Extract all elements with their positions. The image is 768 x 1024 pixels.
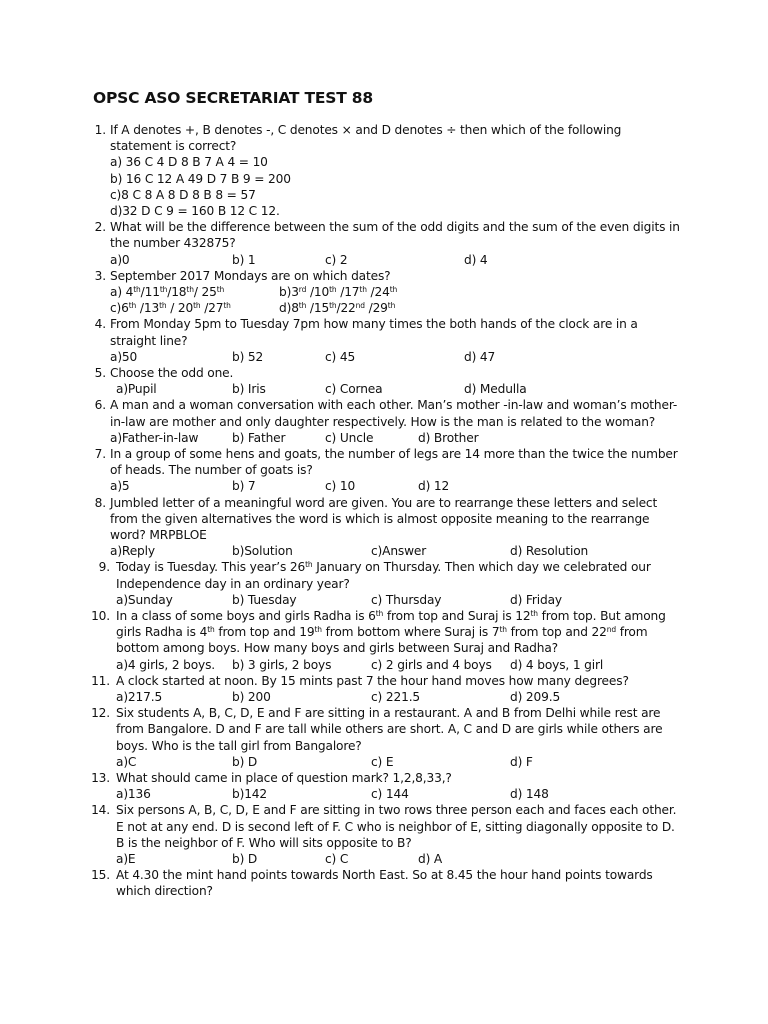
option-d: d)8th /15th/22nd /29th xyxy=(279,301,396,316)
question-text: Choose the odd one. xyxy=(110,365,234,380)
option-c: c) Thursday xyxy=(371,592,442,607)
question-number: 3. xyxy=(94,268,106,283)
ordinal-suffix: th xyxy=(329,301,337,311)
question-4 xyxy=(86,316,686,365)
question-3 xyxy=(86,268,686,317)
option-a: a)50 xyxy=(110,349,138,364)
option-a: a) 36 C 4 D 8 B 7 A 4 = 10 xyxy=(110,155,268,170)
options-row xyxy=(110,284,686,300)
options-row xyxy=(110,349,686,365)
option-c: c) 45 xyxy=(325,349,356,364)
ordinal-suffix: th xyxy=(193,301,201,311)
options-row xyxy=(116,592,686,608)
question-text: September 2017 Mondays are on which dates? xyxy=(110,268,391,283)
question-11 xyxy=(86,673,686,705)
ordinal-suffix: th xyxy=(128,301,137,311)
ordinal-suffix: th xyxy=(375,608,384,618)
options-row xyxy=(110,300,686,316)
question-text: Six persons A, B, C, D, E and F are sitting in two rows three person each and faces each other. E not at any end. D is second left of F. C who is neighbor of E, sitting diagonally opposite to D. B is the neighbor of F. Who will sits opposite to B? xyxy=(116,803,677,850)
question-text: Today is Tuesday. This year’s 26th January on Thursday. Then which day we celebrated our Independence day in an ordinary year? xyxy=(116,560,651,591)
option-c: c) E xyxy=(371,754,394,769)
question-number: 7. xyxy=(94,446,106,461)
ordinal-suffix: th xyxy=(329,285,337,295)
question-1 xyxy=(86,122,686,219)
option-d: d) Resolution xyxy=(510,544,589,559)
option-b: b) 7 xyxy=(232,479,256,494)
ordinal-suffix: th xyxy=(223,301,231,311)
option-b: b) Iris xyxy=(232,382,266,397)
option-d: d) 4 boys, 1 girl xyxy=(510,657,604,672)
options-row xyxy=(110,430,686,446)
question-text: What should came in place of question mark? 1,2,8,33,? xyxy=(116,770,452,785)
option-d: d) Friday xyxy=(510,592,562,607)
option-d: d) 12 xyxy=(418,479,450,494)
question-number: 10. xyxy=(91,608,110,623)
option-b: b)Solution xyxy=(232,544,293,559)
option-a: a)C xyxy=(116,754,137,769)
option-d: d) A xyxy=(418,851,443,866)
ordinal-suffix: th xyxy=(499,625,507,635)
question-number: 8. xyxy=(94,495,106,510)
option-a: a)0 xyxy=(110,252,130,267)
ordinal-suffix: th xyxy=(186,285,194,295)
question-number: 12. xyxy=(91,706,110,721)
option-d: d) Medulla xyxy=(464,382,527,397)
question-number: 11. xyxy=(91,673,110,688)
question-number: 15. xyxy=(91,868,110,883)
option-b: b) 52 xyxy=(232,349,264,364)
question-number: 14. xyxy=(91,803,110,818)
option-b: b)142 xyxy=(232,787,268,802)
option-a: a)Father-in-law xyxy=(110,430,199,445)
question-14 xyxy=(86,802,686,867)
question-5 xyxy=(86,365,686,397)
options-row xyxy=(110,252,686,268)
options-row xyxy=(116,786,686,802)
option-a: a)E xyxy=(116,851,136,866)
option-d: d)32 D C 9 = 160 B 12 C 12. xyxy=(110,204,280,219)
option-b: b) 200 xyxy=(232,689,271,704)
question-7 xyxy=(86,446,686,495)
question-number: 13. xyxy=(91,770,110,785)
options-row xyxy=(110,381,686,397)
question-8 xyxy=(86,495,686,560)
option-b: b) D xyxy=(232,851,258,866)
option-a: a)5 xyxy=(110,479,130,494)
option-b: b) Tuesday xyxy=(232,592,297,607)
option-a: a) 4th/11th/18th/ 25th xyxy=(110,285,225,300)
question-number: 2. xyxy=(94,220,106,235)
options-row xyxy=(110,478,686,494)
ordinal-suffix: th xyxy=(530,608,538,618)
option-c: c)8 C 8 A 8 D 8 B 8 = 57 xyxy=(110,187,256,202)
question-text: At 4.30 the mint hand points towards North East. So at 8.45 the hour hand points towards which direction? xyxy=(116,868,653,899)
question-9 xyxy=(86,559,686,608)
option-c: c) Cornea xyxy=(325,382,383,397)
question-text: A clock started at noon. By 15 mints past 7 the hour hand moves how many degrees? xyxy=(116,673,629,688)
ordinal-suffix: th xyxy=(387,301,396,311)
ordinal-suffix: th xyxy=(207,625,215,635)
page-title: OPSC ASO SECRETARIAT TEST 88 xyxy=(93,89,373,107)
option-c: c) 2 girls and 4 boys xyxy=(371,657,492,672)
ordinal-suffix: th xyxy=(159,285,168,295)
question-number: 5. xyxy=(94,365,106,380)
option-c: c) 2 xyxy=(325,252,348,267)
ordinal-suffix: th xyxy=(359,285,367,295)
option-c: c) C xyxy=(325,851,349,866)
ordinal-suffix: th xyxy=(314,625,322,635)
option-a: a)136 xyxy=(116,787,151,802)
option-a: a)Sunday xyxy=(116,592,173,607)
option-c: c) 10 xyxy=(325,479,356,494)
question-text: If A denotes +, B denotes -, C denotes × and D denotes ÷ then which of the following statement is correct? xyxy=(110,123,622,154)
option-c: c)6th /13th / 20th /27th xyxy=(110,301,231,316)
question-text: From Monday 5pm to Tuesday 7pm how many times the both hands of the clock are in a straight line? xyxy=(110,317,638,348)
question-text: A man and a woman conversation with each other. Man’s mother -in-law and woman’s mother-in-law are mother and only daughter respectively. How is the man is related to the woman? xyxy=(110,398,678,429)
question-text: In a class of some boys and girls Radha is 6th from top and Suraj is 12th from top. But among girls Radha is 4th from top and 19th from bottom where Suraj is 7th from top and 22nd from bottom among boys. How many boys and girls between Suraj and Radha? xyxy=(116,608,666,656)
option-b: b) Father xyxy=(232,430,286,445)
options-row xyxy=(110,543,686,559)
question-10 xyxy=(86,608,686,673)
option-d: d) 4 xyxy=(464,252,488,267)
option-d: d) F xyxy=(510,754,533,769)
question-list xyxy=(86,122,686,900)
option-d: d) Brother xyxy=(418,430,479,445)
ordinal-suffix: th xyxy=(298,301,307,311)
question-text: What will be the difference between the sum of the odd digits and the sum of the even digits in the number 432875? xyxy=(110,220,680,251)
question-6 xyxy=(86,397,686,446)
ordinal-suffix: nd xyxy=(355,301,365,311)
question-12 xyxy=(86,705,686,770)
option-b: b) D xyxy=(232,754,258,769)
option-a: a)Reply xyxy=(110,544,155,559)
question-number: 1. xyxy=(94,123,106,137)
ordinal-suffix: rd xyxy=(298,285,307,295)
question-number: 6. xyxy=(94,398,106,413)
question-text: In a group of some hens and goats, the number of legs are 14 more than the twice the number of heads. The number of goats is? xyxy=(110,446,678,478)
option-c: c) 144 xyxy=(371,787,409,802)
ordinal-suffix: th xyxy=(389,285,398,295)
option-c: c) Uncle xyxy=(325,430,374,445)
question-number: 9. xyxy=(98,560,110,575)
question-number: 4. xyxy=(94,317,106,332)
options-row xyxy=(116,851,686,867)
options-row xyxy=(116,754,686,770)
ordinal-suffix: th xyxy=(305,560,313,570)
question-13 xyxy=(86,770,686,802)
ordinal-suffix: nd xyxy=(606,625,616,635)
option-a: a)217.5 xyxy=(116,689,163,704)
question-15 xyxy=(86,867,686,899)
option-c: c) 221.5 xyxy=(371,689,421,704)
option-d: d) 47 xyxy=(464,349,496,364)
ordinal-suffix: th xyxy=(133,285,141,295)
question-2 xyxy=(86,219,686,268)
question-text: Jumbled letter of a meaningful word are given. You are to rearrange these letters and select from the given alternatives the word is which is almost opposite meaning to the rearrange word? MRPBLOE xyxy=(110,495,658,542)
option-b: b)3rd /10th /17th /24th xyxy=(279,285,398,300)
option-b: b) 1 xyxy=(232,252,256,267)
ordinal-suffix: th xyxy=(159,301,167,311)
option-a: a)Pupil xyxy=(116,382,157,397)
question-text: Six students A, B, C, D, E and F are sitting in a restaurant. A and B from Delhi while rest are from Bangalore. D and F are tall while others are short. A, C and D are girls while others are boys. Who is the tall girl from Bangalore? xyxy=(116,706,663,753)
options-row xyxy=(116,657,686,673)
option-b: b) 3 girls, 2 boys xyxy=(232,657,332,672)
option-a: a)4 girls, 2 boys. xyxy=(116,657,216,672)
options-row xyxy=(116,689,686,705)
option-c: c)Answer xyxy=(371,544,427,559)
option-b: b) 16 C 12 A 49 D 7 B 9 = 200 xyxy=(110,171,291,186)
option-d: d) 209.5 xyxy=(510,689,561,704)
option-d: d) 148 xyxy=(510,787,549,802)
ordinal-suffix: th xyxy=(216,285,225,295)
